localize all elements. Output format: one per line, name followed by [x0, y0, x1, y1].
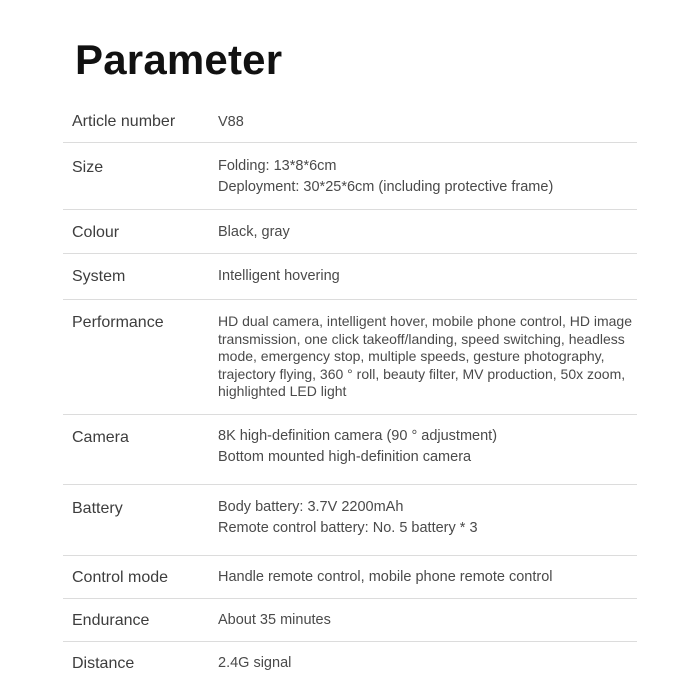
value-line: Remote control battery: No. 5 battery * 3: [218, 520, 478, 536]
row-label: Article number: [72, 113, 176, 130]
value-line: About 35 minutes: [218, 612, 331, 628]
value-line: HD dual camera, intelligent hover, mobile phone control, HD image: [218, 313, 632, 329]
value-line: trajectory flying, 360 ° roll, beauty filter, MV production, 50x zoom,: [218, 365, 626, 382]
page-title: Parameter: [75, 36, 283, 83]
table-row-size: [63, 143, 637, 210]
value-line: 8K high-definition camera (90 ° adjustment): [218, 428, 498, 444]
row-label: Battery: [72, 500, 123, 517]
row-label: Size: [72, 159, 104, 176]
row-label: System: [72, 268, 126, 285]
table-row-battery: [63, 485, 637, 556]
value-line: Body battery: 3.7V 2200mAh: [218, 499, 404, 515]
row-value: [218, 266, 637, 286]
table-row-performance: [63, 300, 637, 415]
table-row-endurance: [63, 599, 637, 642]
value-line: Deployment: 30*25*6cm (including protective frame): [218, 179, 554, 195]
row-label: Distance: [72, 655, 135, 672]
row-value: [218, 313, 637, 401]
table-row-system: [63, 254, 637, 300]
row-value: [218, 653, 637, 673]
row-label: Performance: [72, 314, 164, 331]
value-line: Handle remote control, mobile phone remote control: [218, 569, 553, 585]
table-row-article-number: [63, 100, 637, 143]
value-line: Intelligent hovering: [218, 268, 340, 284]
value-line: Bottom mounted high-definition camera: [218, 449, 472, 465]
row-value: [218, 610, 637, 630]
table-row-control-mode: [63, 556, 637, 599]
value-line: V88: [218, 114, 244, 130]
value-line: Black, gray: [218, 224, 290, 240]
value-line: mode, emergency stop, multiple speeds, gesture photography,: [218, 348, 605, 364]
value-line: highlighted LED light: [218, 383, 347, 399]
row-value: [218, 156, 637, 198]
row-label: Camera: [72, 429, 129, 446]
table-row-camera: [63, 415, 637, 485]
row-label: Colour: [72, 224, 120, 241]
table-row-distance: [63, 642, 637, 685]
row-value: [218, 567, 637, 587]
value-line: transmission, one click takeoff/landing, speed switching, headless: [218, 330, 625, 347]
parameter-table: [63, 100, 637, 685]
row-value: [218, 112, 637, 132]
row-value: [218, 426, 637, 468]
table-row-colour: [63, 210, 637, 254]
row-value: [218, 222, 637, 242]
row-value: [218, 497, 637, 539]
value-line: Folding: 13*8*6cm: [218, 158, 337, 174]
row-label: Control mode: [72, 569, 169, 586]
row-label: Endurance: [72, 612, 150, 629]
value-line: 2.4G signal: [218, 655, 292, 671]
